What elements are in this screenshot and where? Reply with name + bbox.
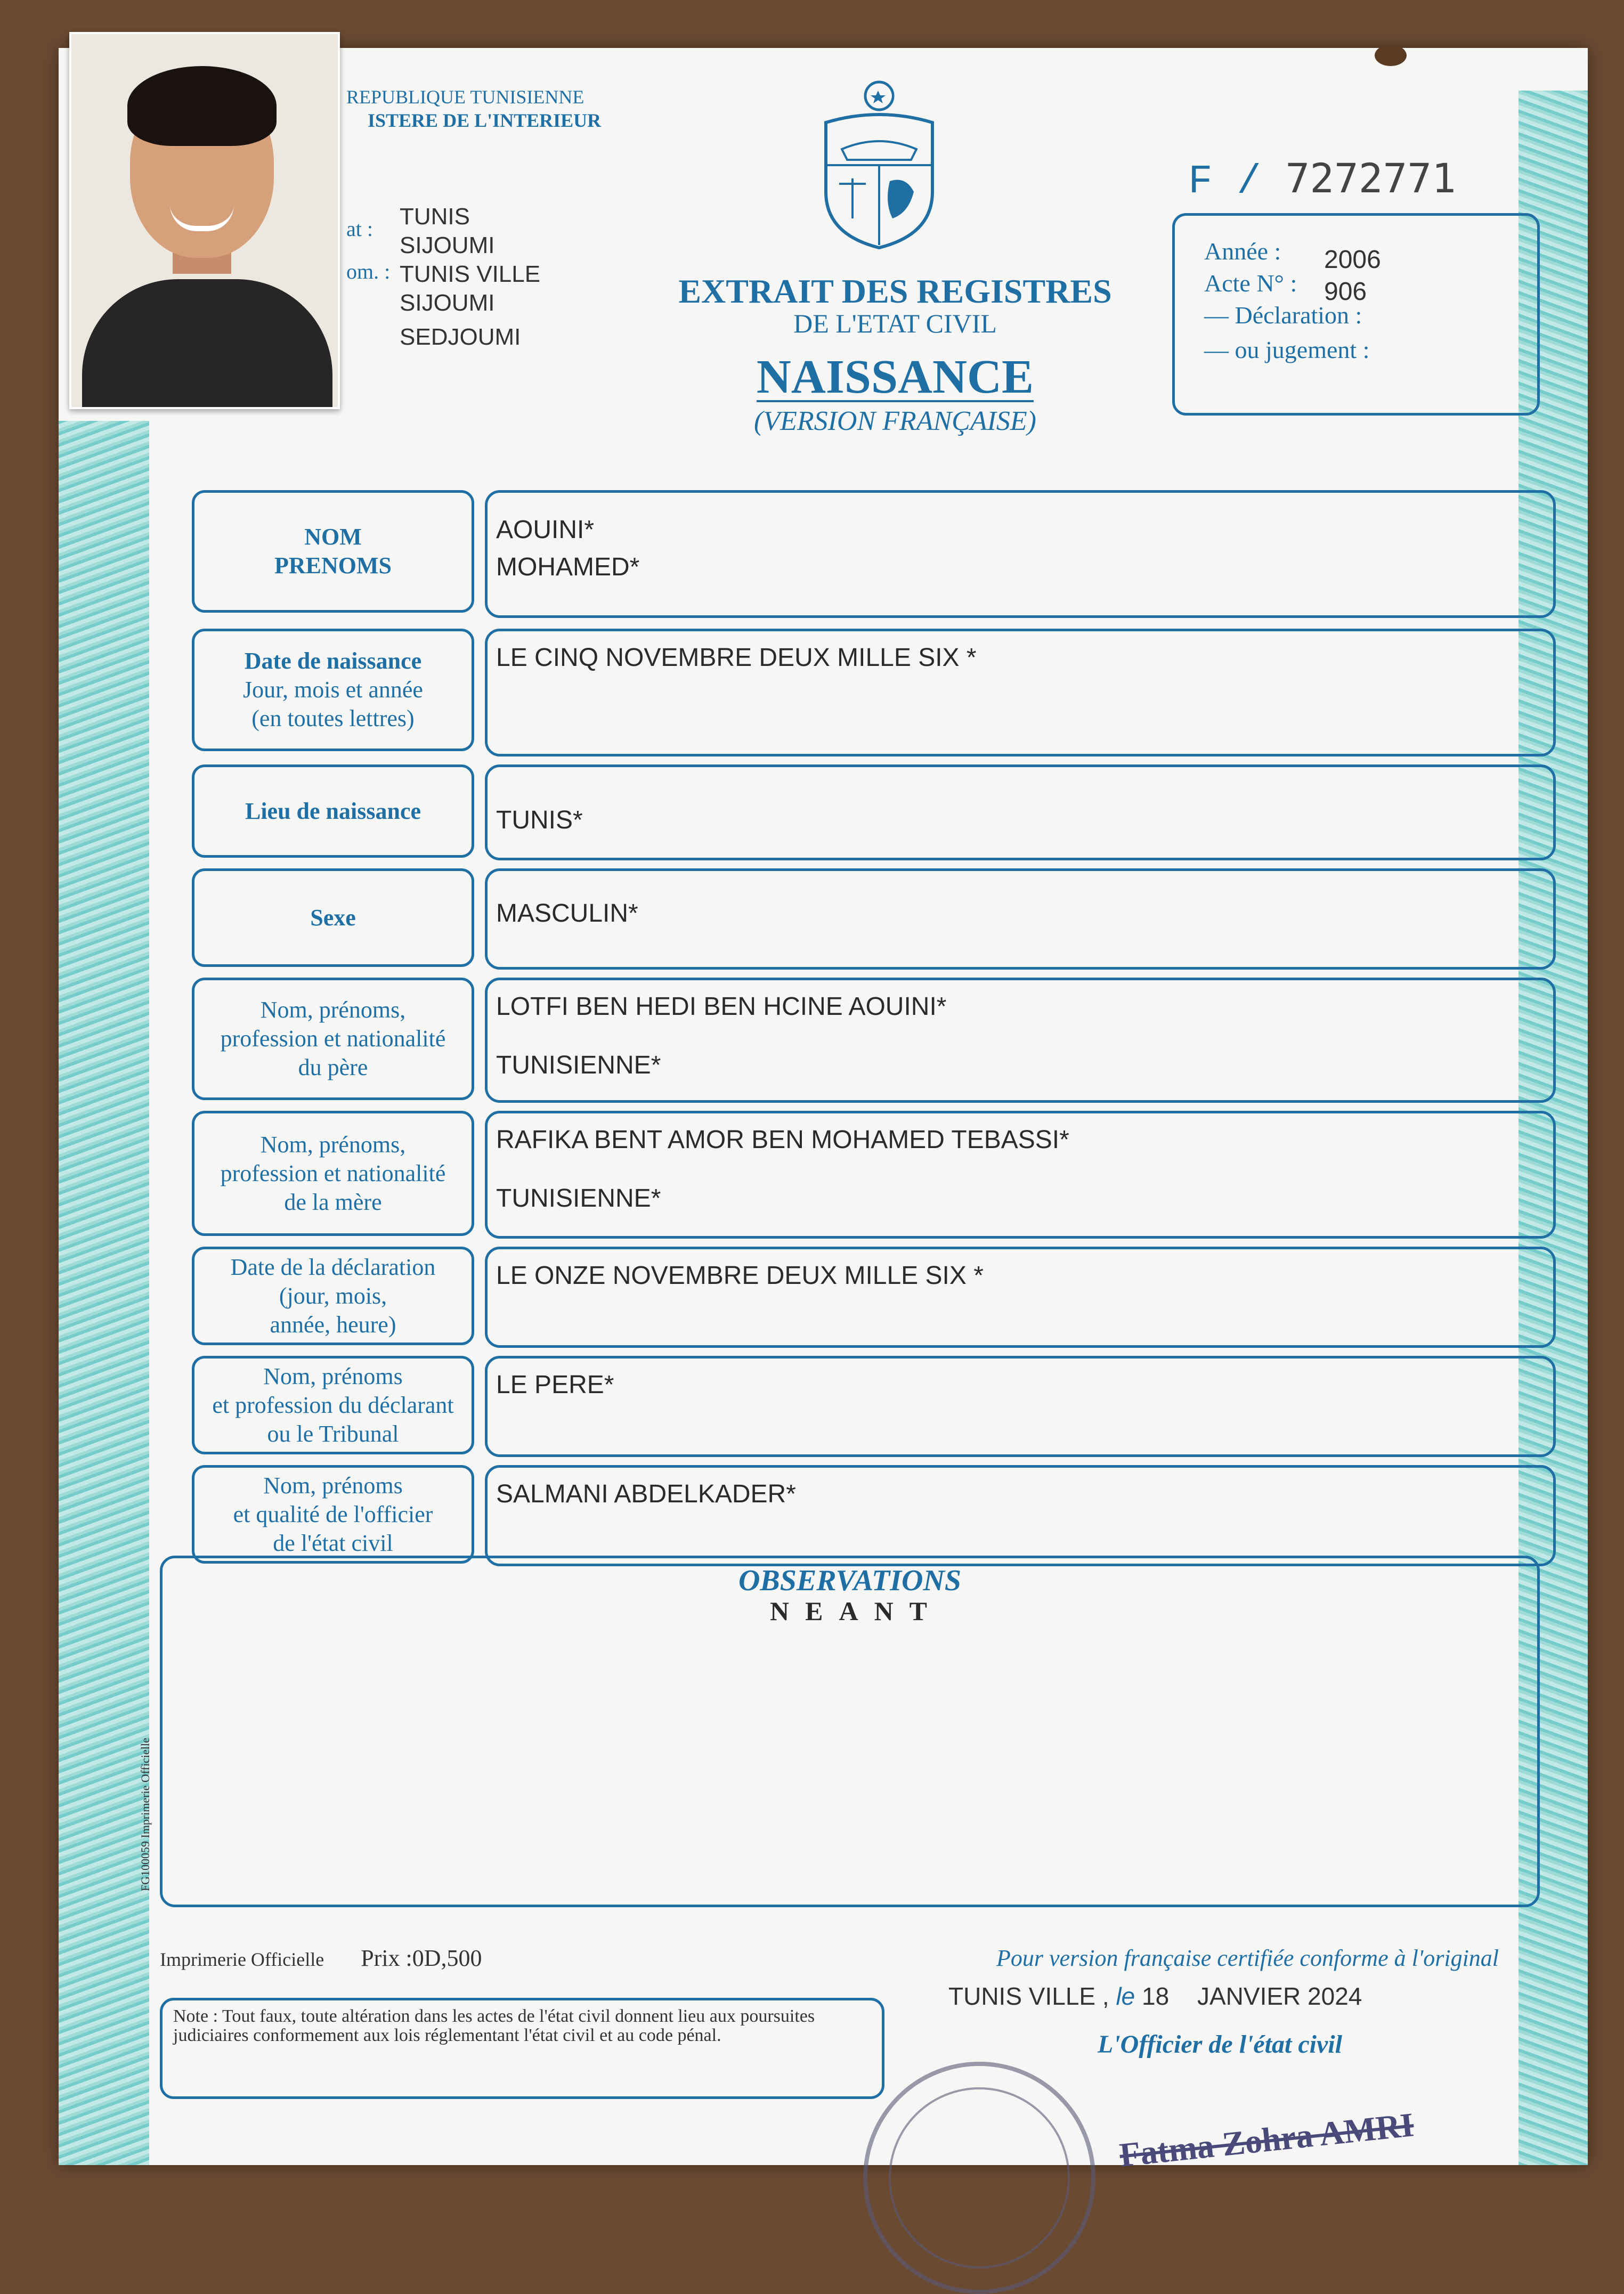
field-value xyxy=(485,868,1556,970)
field-label xyxy=(192,1247,474,1345)
serial-value: 7272771 xyxy=(1285,154,1456,202)
field-label xyxy=(192,1356,474,1454)
header-field-labels xyxy=(314,202,390,298)
certification-text: Pour version française certifiée conforme à l'original xyxy=(996,1945,1499,1971)
document-title xyxy=(602,272,1188,437)
label-line: Jour, mois et année xyxy=(243,677,423,703)
commune-label: om. : xyxy=(346,259,391,283)
label-line: profession et nationalité xyxy=(220,1160,446,1186)
value-line: TUNISIENNE* xyxy=(496,1184,661,1213)
label-line: (en toutes lettres) xyxy=(251,705,415,731)
printer-line xyxy=(160,1945,482,1972)
value-line: MOHAMED* xyxy=(496,553,640,581)
value-line: RAFIKA BENT AMOR BEN MOHAMED TEBASSI* xyxy=(496,1126,1069,1154)
value-line: MASCULIN* xyxy=(496,899,638,928)
annee-label: Année : xyxy=(1204,238,1281,265)
value-line: LE CINQ NOVEMBRE DEUX MILLE SIX * xyxy=(496,644,977,672)
location-line: TUNIS xyxy=(400,204,470,230)
official-stamp-icon xyxy=(863,2062,1095,2294)
field-value xyxy=(485,490,1556,618)
field-value xyxy=(485,1247,1556,1348)
issue-date xyxy=(948,1982,1362,2011)
issue-place: TUNIS VILLE , xyxy=(948,1982,1109,2010)
label-line: et qualité de l'officier xyxy=(233,1501,433,1527)
field-label xyxy=(192,629,474,751)
field-row-father xyxy=(192,978,1556,1103)
label-line: année, heure) xyxy=(270,1311,396,1338)
field-row-mother xyxy=(192,1111,1556,1239)
price-label: Prix :0D,500 xyxy=(361,1945,482,1971)
location-line: SEDJOUMI xyxy=(400,324,521,350)
officer-signature: Fatma Zohra AMRI xyxy=(1117,2105,1416,2174)
id-photo xyxy=(69,32,340,409)
declaration-label: — Déclaration : xyxy=(1204,302,1362,329)
value-line: AOUINI* xyxy=(496,516,595,544)
field-row-birthplace xyxy=(192,764,1556,860)
field-value xyxy=(485,978,1556,1103)
tack-mark xyxy=(1375,45,1407,66)
field-value xyxy=(485,764,1556,860)
label-line: Sexe xyxy=(310,904,356,931)
location-line: SIJOUMI xyxy=(400,232,495,258)
coat-of-arms-icon xyxy=(815,75,943,250)
label-line: NOM xyxy=(304,524,362,550)
field-row-declarant xyxy=(192,1356,1556,1457)
label-line: du père xyxy=(298,1054,368,1080)
annee-value: 2006 xyxy=(1324,246,1381,274)
label-line: (jour, mois, xyxy=(279,1282,387,1309)
field-value xyxy=(485,1465,1556,1566)
decorative-border-left xyxy=(59,421,149,2165)
value-line: LE PERE* xyxy=(496,1371,614,1399)
issuer-header xyxy=(336,85,601,132)
value-line: SALMANI ABDELKADER* xyxy=(496,1480,796,1508)
acte-info-box xyxy=(1172,213,1540,416)
value-line: LOTFI BEN HEDI BEN HCINE AOUINI* xyxy=(496,993,947,1021)
side-print-code: FG100059 Imprimerie Officielle xyxy=(139,1738,152,1891)
title-line-4: (VERSION FRANÇAISE) xyxy=(754,406,1036,436)
label-line: Nom, prénoms, xyxy=(260,997,406,1023)
jugement-label: — ou jugement : xyxy=(1204,336,1370,363)
ministry-label: ISTERE DE L'INTERIEUR xyxy=(368,110,602,131)
title-line-3: NAISSANCE xyxy=(756,351,1034,403)
header-locations xyxy=(400,202,540,352)
field-label xyxy=(192,1465,474,1564)
title-line-1: EXTRAIT DES REGISTRES xyxy=(678,272,1112,310)
label-line: Nom, prénoms xyxy=(263,1363,403,1389)
location-line: SIJOUMI xyxy=(400,290,495,316)
label-line: PRENOMS xyxy=(274,552,392,579)
location-line: TUNIS VILLE xyxy=(400,261,541,287)
serial-prefix: F / xyxy=(1188,159,1261,205)
gouvernorat-label: at : xyxy=(346,217,373,241)
label-line: Lieu de naissance xyxy=(245,798,421,824)
label-line: Date de la déclaration xyxy=(230,1254,436,1280)
birth-certificate xyxy=(59,48,1588,2174)
field-row-sex xyxy=(192,868,1556,970)
field-label xyxy=(192,868,474,967)
label-line: et profession du déclarant xyxy=(212,1392,454,1418)
value-line: TUNIS* xyxy=(496,806,583,834)
acte-value: 906 xyxy=(1324,278,1367,306)
label-line: de la mère xyxy=(284,1189,382,1215)
label-line: de l'état civil xyxy=(273,1530,393,1556)
field-label xyxy=(192,764,474,858)
republic-label: REPUBLIQUE TUNISIENNE xyxy=(346,86,584,108)
title-line-2: DE L'ETAT CIVIL xyxy=(793,308,997,338)
value-line: TUNISIENNE* xyxy=(496,1051,661,1079)
field-row-birthdate xyxy=(192,629,1556,756)
field-label xyxy=(192,1111,474,1236)
serial-number xyxy=(1188,154,1456,205)
field-label xyxy=(192,978,474,1100)
observations-title: OBSERVATIONS xyxy=(738,1564,962,1597)
issue-day: 18 xyxy=(1142,1982,1170,2010)
label-line: Nom, prénoms xyxy=(263,1472,403,1499)
acte-label: Acte N° : xyxy=(1204,270,1297,297)
officer-title: L'Officier de l'état civil xyxy=(1098,2030,1342,2059)
label-line: ou le Tribunal xyxy=(267,1420,399,1447)
field-value xyxy=(485,1356,1556,1457)
value-line: LE ONZE NOVEMBRE DEUX MILLE SIX * xyxy=(496,1262,984,1290)
label-line: Date de naissance xyxy=(244,648,422,674)
field-label xyxy=(192,490,474,613)
observations-value: NEANT xyxy=(770,1596,944,1626)
issue-le: le xyxy=(1116,1982,1135,2010)
observations-box xyxy=(160,1556,1540,1907)
printer-label: Imprimerie Officielle xyxy=(160,1949,324,1970)
field-value xyxy=(485,1111,1556,1239)
issue-month-year: JANVIER 2024 xyxy=(1197,1982,1362,2010)
label-line: Nom, prénoms, xyxy=(260,1131,406,1158)
field-row-officer xyxy=(192,1465,1556,1566)
field-row-name xyxy=(192,490,1556,618)
label-line: profession et nationalité xyxy=(220,1026,446,1052)
legal-note: Note : Tout faux, toute altération dans les actes de l'état civil donnent lieu aux poursuites judiciaires conformement aux lois réglementant l'état civil et au code pénal. xyxy=(160,1998,884,2099)
field-row-declaration-date xyxy=(192,1247,1556,1348)
field-value xyxy=(485,629,1556,756)
